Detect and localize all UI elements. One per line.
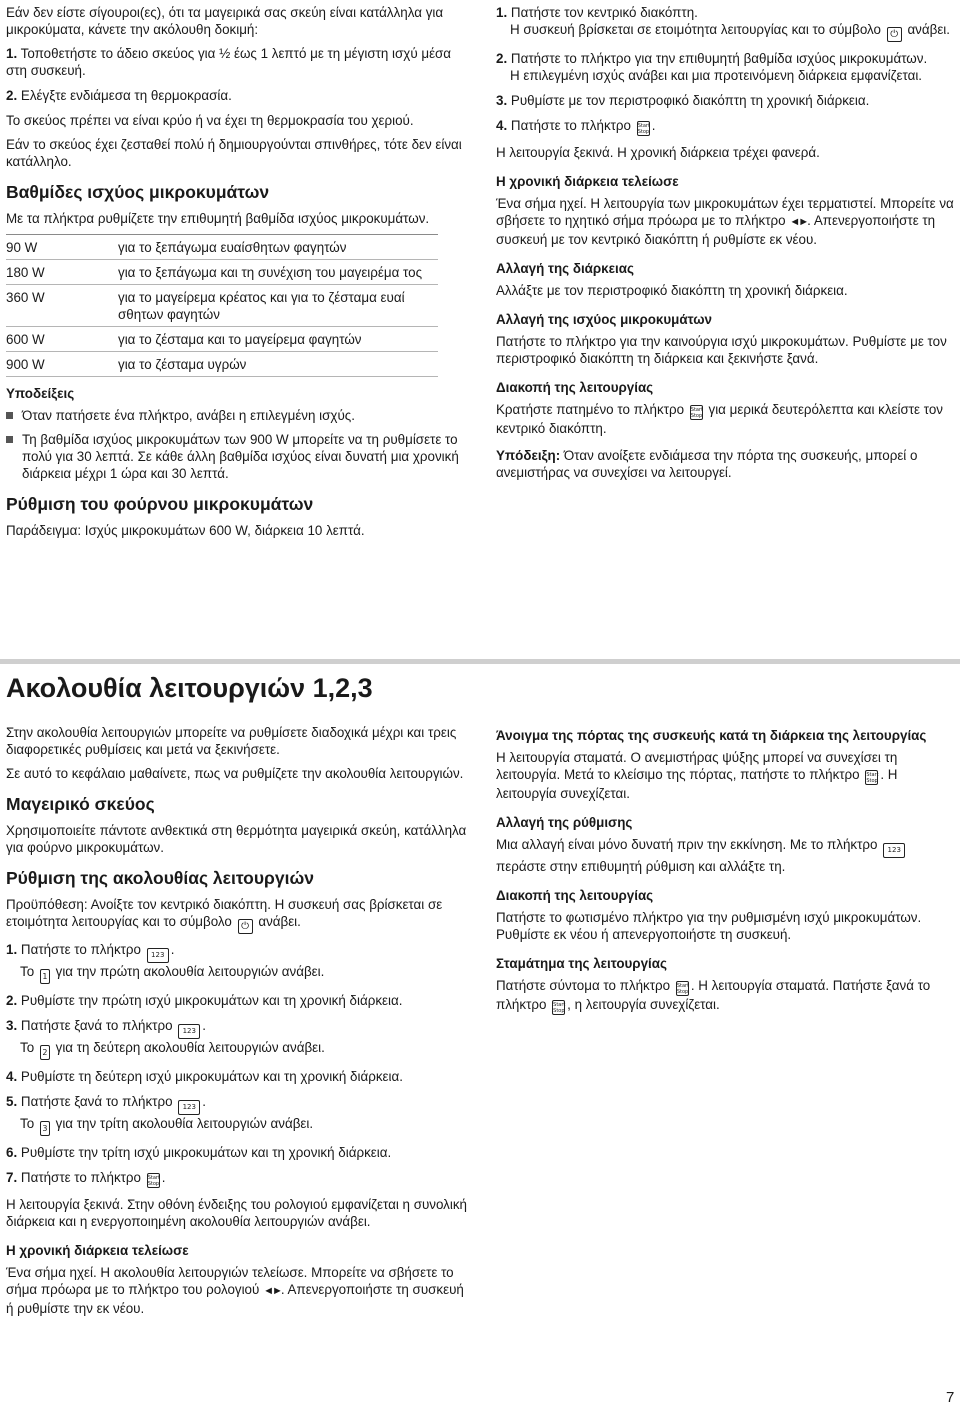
section-divider bbox=[0, 659, 960, 664]
sequence-key-icon: 123 bbox=[147, 948, 169, 963]
power-watts: 360 W bbox=[6, 285, 118, 327]
power-watts: 90 W bbox=[6, 235, 118, 260]
notes-heading: Υποδείξεις bbox=[6, 386, 75, 401]
interrupt-heading: Διακοπή της λειτουργίας bbox=[496, 380, 654, 395]
cookware-text: Χρησιμοποιείτε πάντοτε ανθεκτικά στη θερμότητα μαγειρικά σκεύη, κατάλληλα για φούρνο μικροκυμάτων. bbox=[6, 823, 467, 855]
cookware-heading: Μαγειρικό σκεύος bbox=[6, 794, 155, 814]
power-levels-table bbox=[6, 234, 438, 377]
oven-setting-heading: Ρύθμιση του φούρνου μικροκυμάτων bbox=[6, 494, 314, 514]
change-setting-text: Μια αλλαγή είναι μόνο δυνατή πριν την εκκίνηση. Με το πλήκτρο 123 περάστε στην επιθυμητή ρύθμιση και αλλάξτε τη. bbox=[496, 836, 954, 875]
pause-text: Πατήστε σύντομα το πλήκτρο Start Stop . Η λειτουργία σταματά. Πατήστε ξανά το πλήκτρο Start Stop , η λειτουργία συνεχίζεται. bbox=[496, 978, 931, 1014]
start-stop-key-icon: Start Stop bbox=[553, 1002, 566, 1014]
sequence-step-2: 2. Ρυθμίστε την πρώτη ισχύ μικροκυμάτων και τη χρονική διάρκεια. bbox=[6, 993, 403, 1008]
oven-step-3: 3. Ρυθμίστε με τον περιστροφικό διακόπτη τη χρονική διάρκεια. bbox=[496, 93, 870, 108]
power-use: για το ξεπάγωμα ευαίσθητων φαγητών bbox=[118, 235, 438, 260]
sequence-step-3: 3. Πατήστε ξανά το πλήκτρο 123 . Το 2 για τη δεύτερη ακολουθία λειτουργιών ανάβει. bbox=[6, 1017, 468, 1060]
test-intro: Εάν δεν είστε σίγουροι(ες), ότι τα μαγειρικά σας σκεύη είναι κατάλληλα για μικροκύματα, κάνετε την ακόλουθη δοκιμή: bbox=[6, 5, 444, 37]
oven-example: Παράδειγμα: Ισχύς μικροκυμάτων 600 W, διάρκεια 10 λεπτά. bbox=[6, 523, 365, 538]
table-row bbox=[6, 327, 438, 352]
power-watts: 600 W bbox=[6, 327, 118, 352]
sequence-ended-text: Ένα σήμα ηχεί. Η ακολουθία λειτουργιών τελείωσε. Μπορείτε να σβήσετε το σήμα πρόωρα με το πλήκτρο του ρολογιού ◄►. Απενεργοποιήστε τη συσκευή ή ρυθμίστε την εκ νέου. bbox=[6, 1265, 464, 1316]
start-stop-key-icon: Start Stop bbox=[637, 123, 650, 135]
standby-symbol-icon: ⏻ bbox=[238, 919, 253, 934]
time-ended-heading: Η χρονική διάρκεια τελείωσε bbox=[496, 174, 679, 189]
test-step-1: 1. Τοποθετήστε το άδειο σκεύος για ½ έως 1 λεπτό με τη μέγιστη ισχύ μέσα στη συσκευή. bbox=[6, 46, 452, 78]
sequence-intro-1: Στην ακολουθία λειτουργιών μπορείτε να ρυθμίσετε διαδοχικά μέχρι και τρεις διαφορετικές ρυθμίσεις και μετά να ξεκινήσετε. bbox=[6, 725, 457, 757]
sequence-key-icon: 123 bbox=[178, 1100, 200, 1115]
sequence-step-7: 7. Πατήστε το πλήκτρο Start Stop . bbox=[6, 1170, 166, 1187]
door-hint: Υπόδειξη: Όταν ανοίξετε ενδιάμεσα την πόρτα της συσκευής, μπορεί ο ανεμιστήρας να συνεχίσει να λειτουργεί. bbox=[496, 448, 918, 480]
table-row bbox=[6, 260, 438, 285]
sequence-key-icon: 123 bbox=[883, 843, 905, 858]
bullet-square-icon bbox=[6, 412, 13, 419]
clock-arrows-icon: ◄► bbox=[789, 216, 808, 228]
power-levels-heading: Βαθμίδες ισχύος μικροκυμάτων bbox=[6, 182, 270, 202]
start-stop-key-icon: Start Stop bbox=[690, 407, 703, 419]
left-top-column bbox=[6, 4, 468, 546]
standby-symbol-icon: ⏻ bbox=[887, 27, 902, 42]
list-item: Τη βαθμίδα ισχύος μικροκυμάτων των 900 W μπορείτε να τη ρυθμίσετε το πολύ για 30 λεπτά. Σε κάθε άλλη βαθμίδα ισχύος είναι δυνατή μια χρονική διάρκεια μέχρι 1 ώρα και 30 λεπτά. bbox=[6, 431, 468, 482]
power-use: για το ξεπάγωμα και τη συνέχιση του μαγειρέμα τος bbox=[118, 260, 438, 285]
pause-heading: Σταμάτημα της λειτουργίας bbox=[496, 956, 667, 971]
sequence-1-icon: 1 bbox=[40, 969, 50, 984]
sequence-step-5: 5. Πατήστε ξανά το πλήκτρο 123 . Το 3 για την τρίτη ακολουθία λειτουργιών ανάβει. bbox=[6, 1093, 468, 1136]
power-use: για το μαγείρεμα κρέατος και για το ζέσταμα ευαί σθητων φαγητών bbox=[118, 285, 438, 327]
sequence-key-icon: 123 bbox=[178, 1024, 200, 1039]
table-row bbox=[6, 352, 438, 377]
page-number: 7 bbox=[946, 1389, 955, 1406]
sequence-ended-heading: Η χρονική διάρκεια τελείωσε bbox=[6, 1243, 189, 1258]
section-title: Ακολουθία λειτουργιών 1,2,3 bbox=[6, 673, 373, 703]
right-bottom-column bbox=[496, 724, 954, 1022]
test-step-2: 2. Ελέγξτε ενδιάμεσα τη θερμοκρασία. bbox=[6, 88, 232, 103]
test-result-ok: Το σκεύος πρέπει να είναι κρύο ή να έχει τη θερμοκρασία του χεριού. bbox=[6, 113, 414, 128]
sequence-interrupt-heading: Διακοπή της λειτουργίας bbox=[496, 888, 654, 903]
bullet-square-icon bbox=[6, 436, 13, 443]
power-use: για το ζέσταμα και το μαγείρεμα φαγητών bbox=[118, 327, 438, 352]
sequence-interrupt-text: Πατήστε το φωτισμένο πλήκτρο για την ρυθμισμένη ισχύ μικροκυμάτων. Ρυθμίστε εκ νέου ή απενεργοποιήστε τη συσκευή. bbox=[496, 910, 922, 942]
change-time-heading: Αλλαγή της διάρκειας bbox=[496, 261, 634, 276]
power-use: για το ζέσταμα υγρών bbox=[118, 352, 438, 377]
time-ended-text: Ένα σήμα ηχεί. Η λειτουργία των μικροκυμάτων έχει τερματιστεί. Μπορείτε να σβήσετε το ηχητικό σήμα πρόωρα με το πλήκτρο ◄►. Απενεργοποιήστε τη συσκευή με τον κεντρικό διακόπτη ή ρυθμίστε εκ νέου. bbox=[496, 196, 954, 247]
right-top-column bbox=[496, 4, 958, 488]
sequence-intro-2: Σε αυτό το κεφάλαιο μαθαίνετε, πως να ρυθμίζετε την ακολουθία λειτουργιών. bbox=[6, 766, 464, 781]
sequence-step-6: 6. Ρυθμίστε την τρίτη ισχύ μικροκυμάτων και τη χρονική διάρκεια. bbox=[6, 1145, 392, 1160]
sequence-started-text: Η λειτουργία ξεκινά. Στην οθόνη ένδειξης του ρολογιού εμφανίζεται η συνολική διάρκεια και η ενεργοποιημένη ακολουθία λειτουργιών ανάβει. bbox=[6, 1197, 467, 1229]
oven-step-4: 4. Πατήστε το πλήκτρο Start Stop . bbox=[496, 118, 656, 135]
prerequisite-text: Προϋπόθεση: Ανοίξτε τον κεντρικό διακόπτη. Η συσκευή σας βρίσκεται σε ετοιμότητα λειτουργίας και το σύμβολο ⏻ ανάβει. bbox=[6, 897, 443, 932]
sequence-setting-heading: Ρύθμιση της ακολουθίας λειτουργιών bbox=[6, 868, 314, 888]
clock-arrows-icon: ◄► bbox=[263, 1285, 281, 1297]
interrupt-text: Κρατήστε πατημένο το πλήκτρο Start Stop για μερικά δευτερόλεπτα και κλείστε τον κεντρικό διακόπτη. bbox=[496, 402, 943, 436]
sequence-step-1: 1. Πατήστε το πλήκτρο 123 . Το 1 για την πρώτη ακολουθία λειτουργιών ανάβει. bbox=[6, 941, 468, 984]
oven-step-2: 2. Πατήστε το πλήκτρο για την επιθυμητή βαθμίδα ισχύος μικροκυμάτων. Η επιλεγμένη ισχύς ανάβει και μια προτεινόμενη διάρκεια εμφανίζεται. bbox=[496, 51, 928, 83]
notes-list bbox=[6, 407, 468, 482]
start-stop-key-icon: Start Stop bbox=[676, 983, 690, 995]
oven-started-text: Η λειτουργία ξεκινά. Η χρονική διάρκεια τρέχει φανερά. bbox=[496, 145, 820, 160]
change-power-heading: Αλλαγή της ισχύος μικροκυμάτων bbox=[496, 312, 712, 327]
change-power-text: Πατήστε το πλήκτρο για την καινούργια ισχύ μικροκυμάτων. Ρυθμίστε με τον περιστροφικό διακόπτη τη διάρκεια και ξεκινήστε ξανά. bbox=[496, 334, 947, 366]
list-item: Όταν πατήσετε ένα πλήκτρο, ανάβει η επιλεγμένη ισχύς. bbox=[6, 407, 468, 424]
power-levels-intro: Με τα πλήκτρα ρυθμίζετε την επιθυμητή βαθμίδα ισχύος μικροκυμάτων. bbox=[6, 211, 430, 226]
sequence-3-icon: 3 bbox=[40, 1121, 50, 1136]
door-open-text: Η λειτουργία σταματά. Ο ανεμιστήρας ψύξης μπορεί να συνεχίσει τη λειτουργία. Μετά το κλείσιμο της πόρτας, πατήστε το πλήκτρο Start Stop . Η λειτουργία συνεχίζεται. bbox=[496, 750, 898, 801]
table-row bbox=[6, 285, 438, 327]
sequence-2-icon: 2 bbox=[40, 1045, 50, 1060]
oven-step-1: 1. Πατήστε τον κεντρικό διακόπτη. Η συσκευή βρίσκεται σε ετοιμότητα λειτουργίας και το σύμβολο ⏻ ανάβει. bbox=[496, 5, 950, 40]
left-bottom-column bbox=[6, 724, 468, 1324]
start-stop-key-icon: Start Stop bbox=[866, 772, 879, 784]
start-stop-key-icon: Start Stop bbox=[147, 1175, 160, 1187]
door-open-heading: Άνοιγμα της πόρτας της συσκευής κατά τη διάρκεια της λειτουργίας bbox=[496, 728, 927, 743]
power-watts: 180 W bbox=[6, 260, 118, 285]
sequence-step-4: 4. Ρυθμίστε τη δεύτερη ισχύ μικροκυμάτων και τη χρονική διάρκεια. bbox=[6, 1069, 403, 1084]
change-setting-heading: Αλλαγή της ρύθμισης bbox=[496, 815, 633, 830]
table-row bbox=[6, 235, 438, 260]
power-watts: 900 W bbox=[6, 352, 118, 377]
change-time-text: Αλλάξτε με τον περιστροφικό διακόπτη τη χρονική διάρκεια. bbox=[496, 283, 848, 298]
test-result-bad: Εάν το σκεύος έχει ζεσταθεί πολύ ή δημιουργούνται σπινθήρες, τότε δεν είναι κατάλληλο. bbox=[6, 137, 462, 169]
